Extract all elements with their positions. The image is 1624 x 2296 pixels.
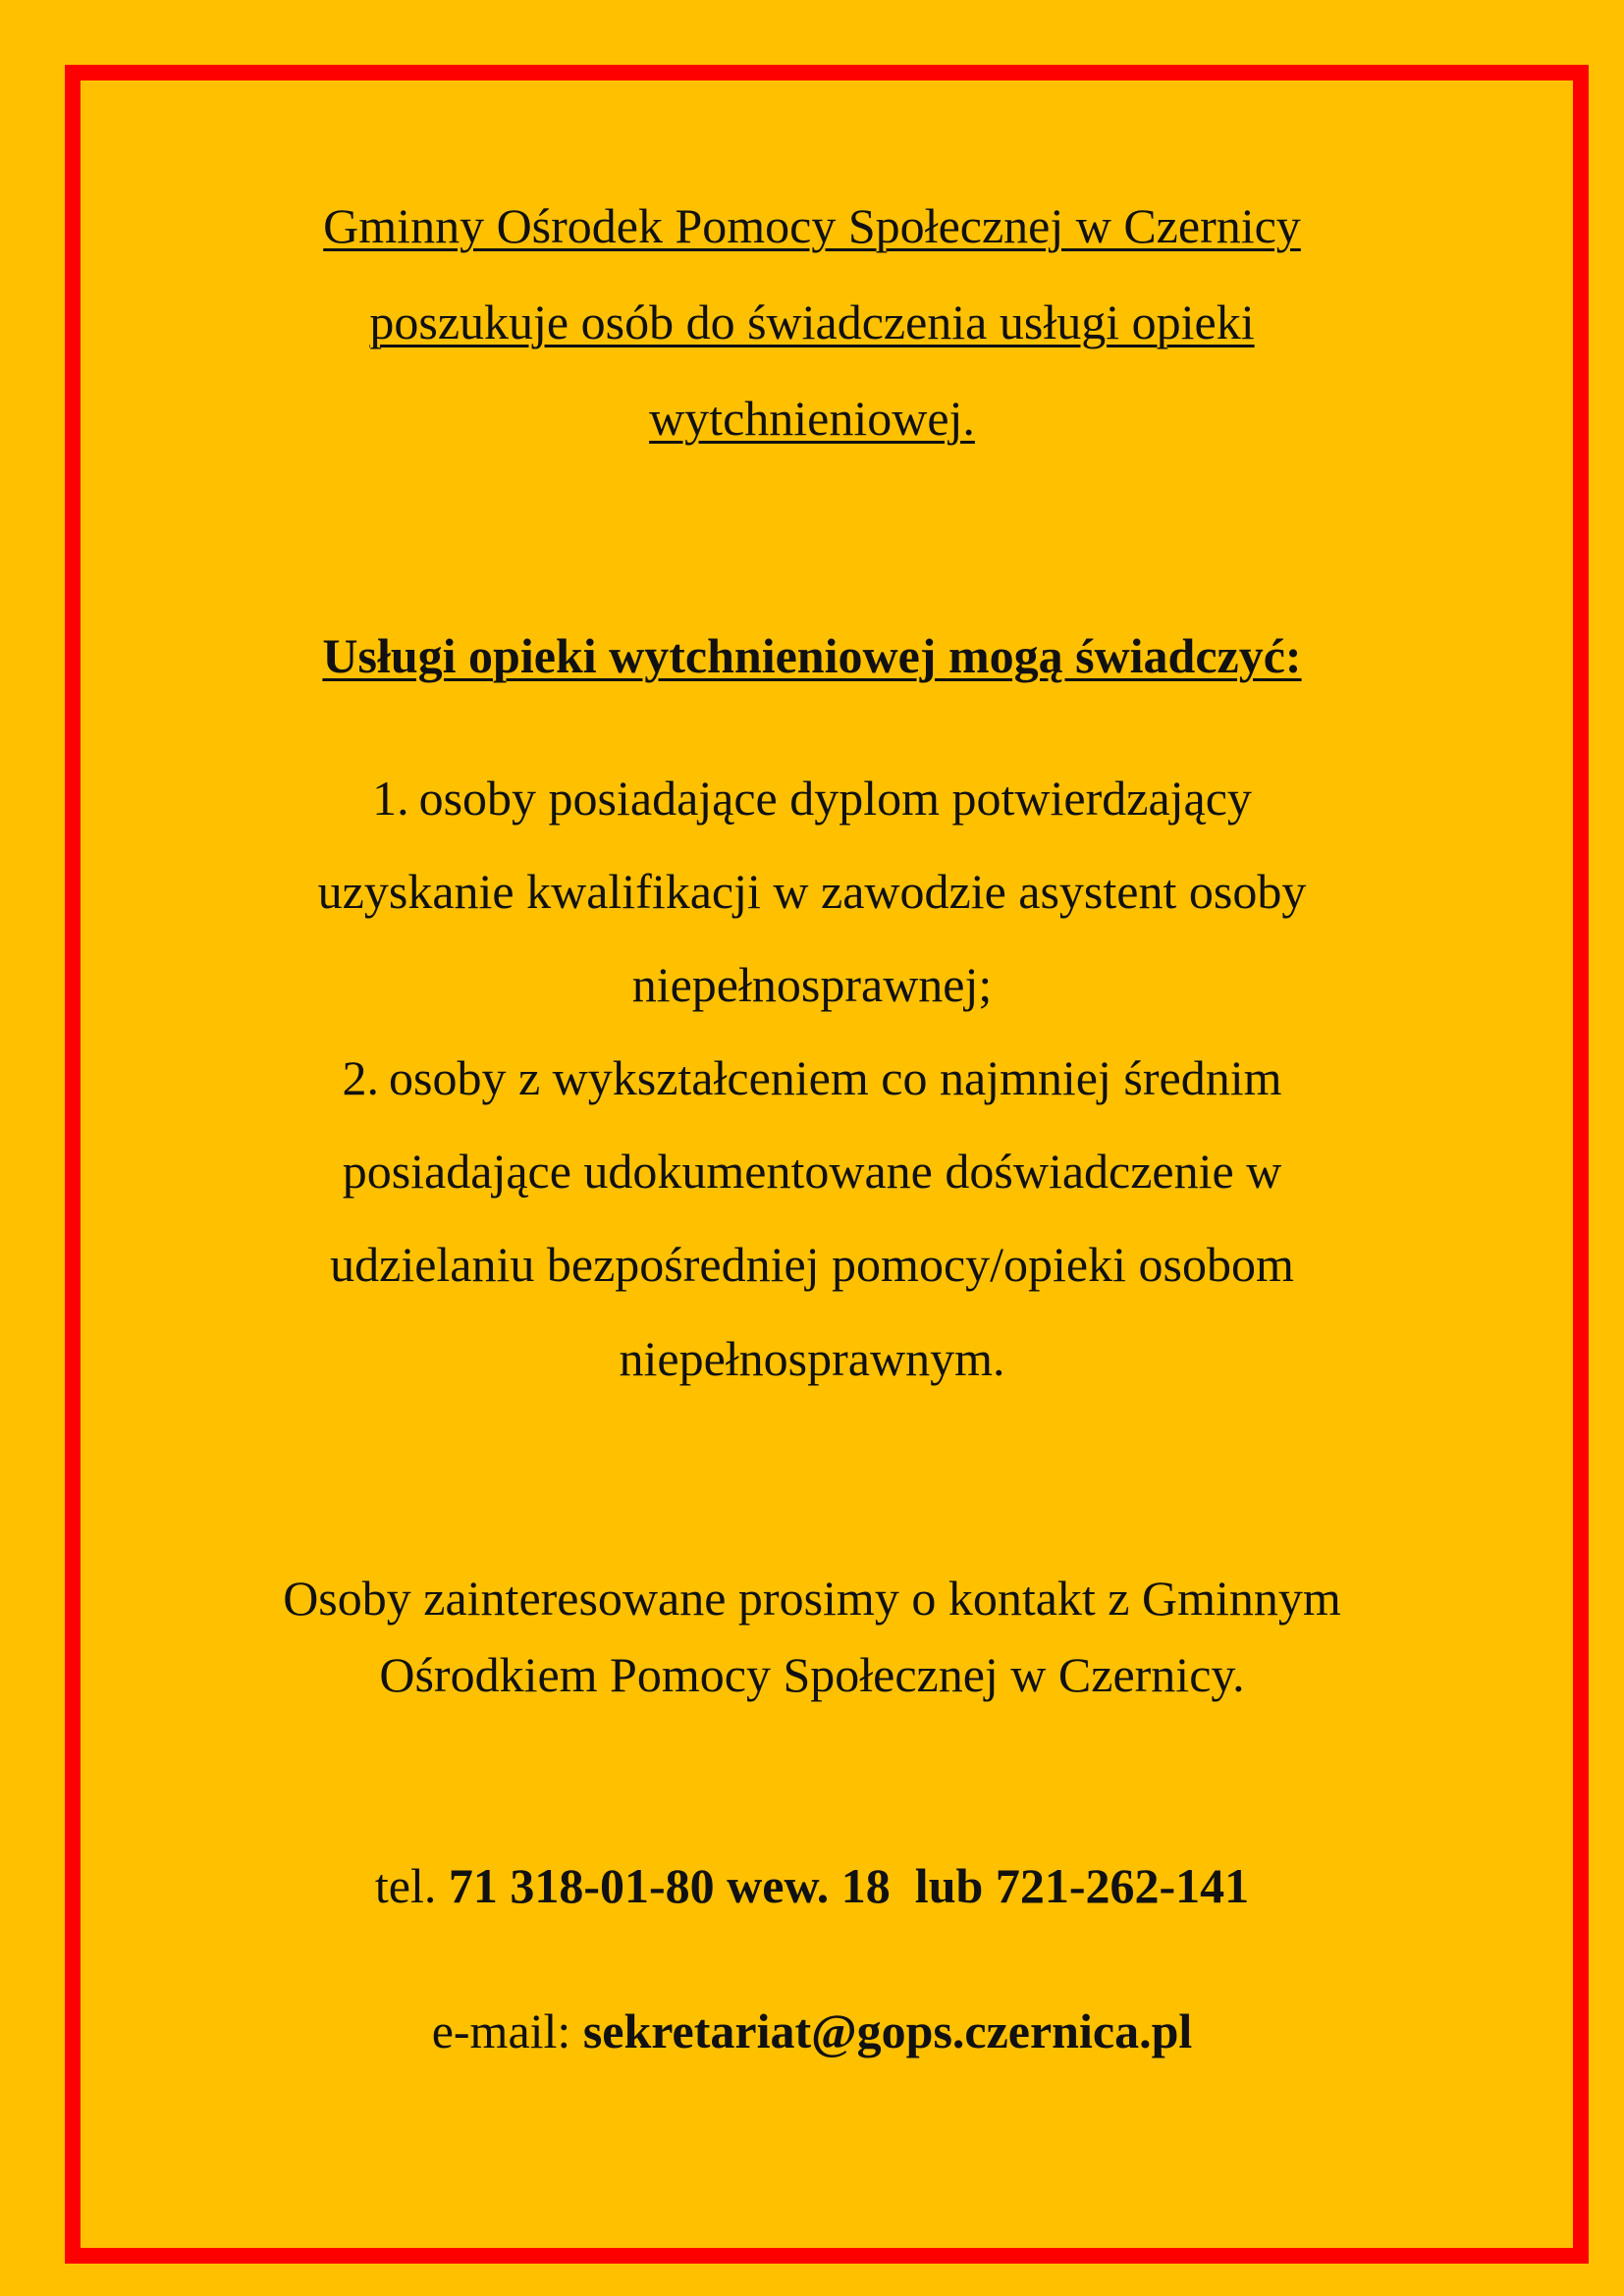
contact-line-1-text: Osoby zainteresowane prosimy o kontakt z Gminnym — [283, 1571, 1341, 1626]
header-line-3-text: wytchnieniowej. — [649, 391, 975, 446]
header-line-2-text: poszukuje osób do świadczenia usługi opieki — [369, 294, 1255, 349]
list-item-2-text-2: posiadające udokumentowane doświadczenie w — [342, 1144, 1282, 1199]
list-item-2-line-3 — [0, 1235, 1624, 1294]
list-item-2-text-1: osoby z wykształceniem co najmniej średnim — [389, 1050, 1282, 1105]
list-item-1-text-2: uzyskanie kwalifikacji w zawodzie asystent osoby — [317, 864, 1307, 919]
header-line-1-text: Gminny Ośrodek Pomocy Społecznej w Czernicy — [323, 198, 1301, 253]
list-item-2-number: 2. — [342, 1050, 379, 1105]
list-item-2-line-2 — [0, 1142, 1624, 1201]
contact-line-1 — [0, 1569, 1624, 1628]
email-value: sekretariat@gops.czernica.pl — [582, 2003, 1193, 2058]
list-item-2-line-4 — [0, 1329, 1624, 1388]
phone-line — [0, 1856, 1624, 1915]
header-line-1 — [0, 196, 1624, 255]
contact-line-2 — [0, 1645, 1624, 1704]
contact-line-2-text: Ośrodkiem Pomocy Społecznej w Czernicy. — [379, 1647, 1245, 1702]
email-label: e-mail: — [431, 2003, 571, 2058]
header-line-3 — [0, 389, 1624, 448]
header-line-2 — [0, 293, 1624, 351]
list-item-1-line-1 — [0, 769, 1624, 828]
phone-label: tel. — [374, 1858, 437, 1913]
subheading — [0, 626, 1624, 685]
phone-value: 71 318-01-80 wew. 18 lub 721-262-141 — [448, 1858, 1250, 1913]
list-item-1-number: 1. — [372, 771, 409, 826]
email-line — [0, 2002, 1624, 2060]
list-item-2-line-1 — [0, 1048, 1624, 1107]
list-item-1-line-2 — [0, 862, 1624, 921]
list-item-1-line-3 — [0, 955, 1624, 1014]
list-item-1-text-1: osoby posiadające dyplom potwierdzający — [418, 771, 1252, 826]
list-item-1-text-3: niepełnosprawnej; — [631, 957, 993, 1012]
list-item-2-text-3: udzielaniu bezpośredniej pomocy/opieki osobom — [330, 1237, 1294, 1292]
subheading-text: Usługi opieki wytchnieniowej mogą świadczyć: — [322, 628, 1302, 683]
list-item-2-text-4: niepełnosprawnym. — [619, 1331, 1005, 1386]
